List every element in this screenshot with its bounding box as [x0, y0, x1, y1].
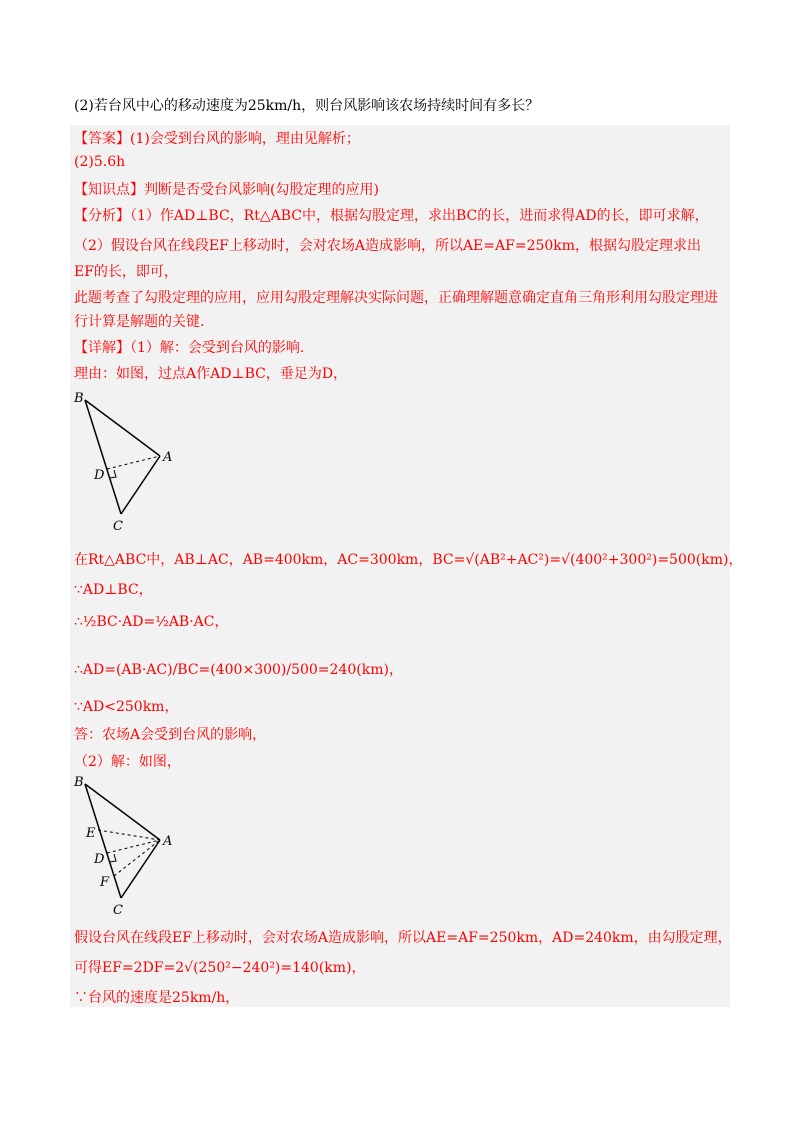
detail-line-11: 可得EF=2DF=2√(250²−240²)=140(km)，: [74, 960, 366, 976]
label-c: C: [113, 903, 123, 918]
analysis-line-5: 行计算是解题的关键.: [74, 314, 205, 330]
detail-line-12: ∵台风的速度是25km/h，: [74, 990, 240, 1006]
label-b: B: [74, 391, 84, 406]
detail-line-8: 答：农场A会受到台风的影响，: [74, 727, 267, 743]
detail-line-2: 理由：如图，过点A作AD⊥BC，垂足为D，: [74, 366, 348, 382]
answer-line-1: 【答案】(1)会受到台风的影响，理由见解析；: [74, 131, 360, 147]
knowledge-point: 【知识点】判断是否受台风影响(勾股定理的应用): [74, 182, 379, 198]
label-a: A: [163, 450, 173, 465]
analysis-line-3: EF的长，即可，: [74, 264, 178, 280]
triangle-figure-2: [68, 772, 208, 922]
detail-line-6: ∴AD=(AB·AC)/BC=(400×300)/500=240(km)，: [74, 662, 403, 678]
triangle-figure-1: [68, 388, 208, 538]
detail-line-1: 【详解】（1）解：会受到台风的影响.: [74, 340, 305, 356]
label-f: F: [100, 875, 110, 890]
detail-line-7: ∵AD<250km，: [74, 699, 179, 715]
label-a: A: [163, 834, 173, 849]
detail-line-10: 假设台风在线段EF上移动时，会对农场A造成影响，所以AE=AF=250km，AD=240km，由勾股定理，: [74, 930, 732, 946]
label-e: E: [86, 826, 96, 841]
label-d: D: [94, 468, 105, 483]
analysis-line-4: 此题考查了勾股定理的应用，应用勾股定理解决实际问题，正确理解题意确定直角三角形利用勾股定理进: [74, 290, 718, 306]
detail-line-3: 在Rt△ABC中，AB⊥AC，AB=400km，AC=300km，BC=√(AB²+AC²)=√(400²+300²)=500(km)，: [74, 552, 743, 568]
analysis-line-1: 【分析】（1）作AD⊥BC，Rt△ABC中，根据勾股定理，求出BC的长，进而求得AD的长，即可求解，: [74, 208, 709, 224]
analysis-line-2: （2）假设台风在线段EF上移动时，会对农场A造成影响，所以AE=AF=250km，根据勾股定理求出: [74, 238, 702, 254]
detail-line-5: ∴½BC·AD=½AB·AC，: [74, 614, 229, 630]
label-c: C: [113, 519, 123, 534]
label-d: D: [94, 852, 105, 867]
question-text: (2)若台风中心的移动速度为25km/h，则台风影响该农场持续时间有多长？: [74, 98, 540, 114]
detail-line-9: （2）解：如图，: [74, 754, 181, 770]
detail-line-4: ∵AD⊥BC，: [74, 582, 153, 598]
label-b: B: [74, 775, 84, 790]
answer-line-2: (2)5.6h: [74, 154, 126, 170]
